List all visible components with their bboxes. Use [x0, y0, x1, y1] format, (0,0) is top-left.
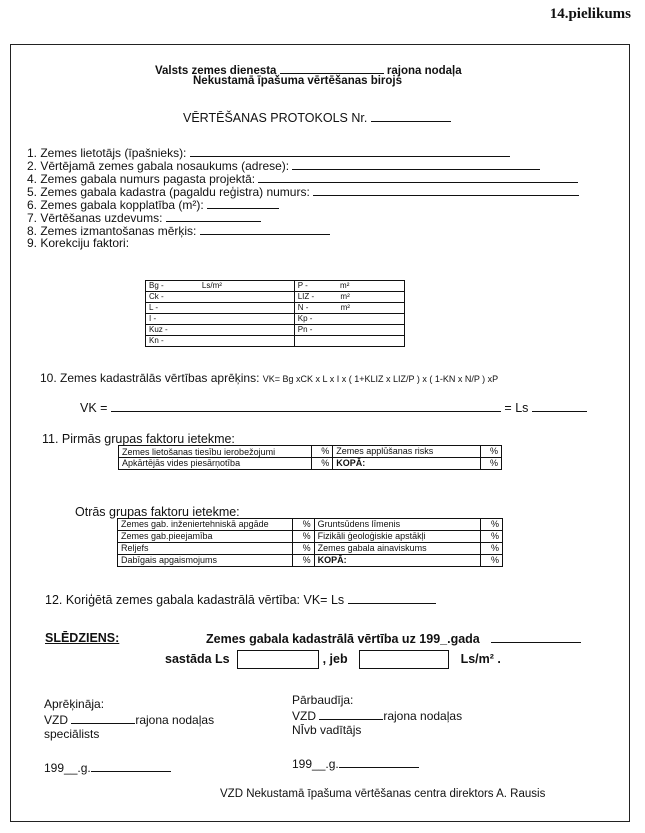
group1-title: 11. Pirmās grupas faktoru ietekme:: [42, 432, 235, 446]
group2-row: [118, 543, 503, 555]
group1-left-percent[interactable]: %: [312, 446, 333, 458]
group1-right-percent[interactable]: %: [480, 446, 501, 458]
factor-cell[interactable]: Kp -: [294, 314, 404, 325]
factor-cell[interactable]: N - m²: [294, 303, 404, 314]
conclusion-jeb: , jeb: [322, 651, 348, 666]
conclusion-text: Zemes gabala kadastrālā vērtība uz 199_.gada: [206, 632, 480, 646]
signature-right-district-blank[interactable]: [319, 708, 383, 720]
factor-cell[interactable]: Kn -: [146, 336, 295, 347]
item-9-label: 9. Korekciju faktori:: [27, 236, 130, 250]
group2-left-label: Zemes gab. inženiertehniskā apgāde: [118, 519, 293, 531]
vk-ls-label: = Ls: [504, 401, 529, 415]
item-5-blank[interactable]: [313, 184, 579, 196]
protocol-number-blank[interactable]: [371, 110, 451, 122]
factor-cell[interactable]: LIZ - m²: [294, 292, 404, 303]
signature-right-date-label: 199__.g.: [292, 757, 339, 771]
vk-value-blank[interactable]: [532, 400, 587, 412]
group2-row: [118, 531, 503, 543]
conclusion-title: SLĒDZIENS:: [45, 631, 120, 645]
formula-line: [40, 371, 498, 385]
corrected-value-line: [45, 592, 436, 607]
signature-left-dept: [44, 712, 214, 727]
item-8-label: 8. Zemes izmantošanas mērķis:: [27, 224, 197, 238]
item-6-label: 6. Zemes gabala kopplatība (m²):: [27, 198, 204, 212]
signature-left-date: [44, 760, 171, 775]
group1-row: [119, 458, 502, 470]
factor-cell[interactable]: P - m²: [294, 281, 404, 292]
protocol-title: [183, 110, 451, 125]
item-7-blank[interactable]: [166, 210, 261, 222]
group2-right-percent[interactable]: %: [481, 519, 503, 531]
group2-left-label: Reljefs: [118, 543, 293, 555]
header-department: rajona nodaļa: [386, 65, 462, 77]
group1-right-label: Zemes applūšanas risks: [333, 446, 480, 458]
factor-cell[interactable]: [294, 336, 404, 347]
group2-row: [118, 519, 503, 531]
formula-label: 10. Zemes kadastrālās vērtības aprēķins:: [40, 371, 260, 385]
group1-total-label: KOPĀ:: [333, 458, 480, 470]
signature-left-date-blank[interactable]: [91, 760, 171, 772]
total-value-box[interactable]: [237, 650, 319, 669]
group1-table: [118, 445, 502, 470]
signature-right-date: [292, 756, 419, 771]
group2-right-label: Gruntsūdens līmenis: [314, 519, 481, 531]
signature-right-role: NĪvb vadītājs: [292, 723, 362, 737]
protocol-label: VĒRTĒŠANAS PROTOKOLS Nr.: [183, 111, 368, 125]
factor-cell[interactable]: Pn -: [294, 325, 404, 336]
group2-left-label: Dabīgais apgaismojums: [118, 555, 293, 567]
signature-left-role: speciālists: [44, 727, 100, 741]
group2-right-label: Fizikāli ģeoloģiskie apstākļi: [314, 531, 481, 543]
corrected-label: 12. Koriģētā zemes gabala kadastrālā vērtība:: [45, 593, 301, 607]
item-4-blank[interactable]: [258, 171, 578, 183]
conclusion-sum-label: sastāda Ls: [165, 651, 230, 666]
vk-label: VK =: [80, 401, 108, 415]
factor-cell[interactable]: Bg - Ls/m²: [146, 281, 295, 292]
item-2-label: 2. Vērtējamā zemes gabala nosaukums (adrese):: [27, 159, 290, 173]
factor-cell[interactable]: Ck -: [146, 292, 295, 303]
corrected-vk: VK= Ls: [303, 593, 345, 607]
factor-row: [146, 314, 405, 325]
group2-row: [118, 555, 503, 567]
conclusion-unit: Ls/m² .: [460, 651, 501, 666]
signature-right-dept: [292, 708, 462, 723]
group2-right-percent[interactable]: %: [481, 531, 503, 543]
header-line2: Nekustamā īpašuma vērtēšanas birojs: [193, 75, 403, 87]
group1-total-percent[interactable]: %: [480, 458, 501, 470]
item-5-label: 5. Zemes gabala kadastra (pagaldu reģistra) numurs:: [27, 185, 310, 199]
factor-row: [146, 325, 405, 336]
signature-right-title: Pārbaudīja:: [292, 693, 354, 707]
item-2-blank[interactable]: [292, 158, 540, 170]
vk-line: [80, 400, 587, 415]
factor-cell[interactable]: Kuz -: [146, 325, 295, 336]
group1-left-label: Apkārtējās vides piesārņotība: [119, 458, 312, 470]
group2-total-percent[interactable]: %: [481, 555, 503, 567]
signature-left-title: Aprēķināja:: [44, 697, 105, 711]
group2-left-percent[interactable]: %: [293, 519, 315, 531]
factor-row: [146, 303, 405, 314]
group1-left-percent[interactable]: %: [312, 458, 333, 470]
conclusion-date-blank[interactable]: [491, 631, 581, 643]
district-blank[interactable]: [280, 62, 384, 74]
correction-factors-table: [145, 280, 405, 347]
group1-left-label: Zemes lietošanas tiesību ierobežojumi: [119, 446, 312, 458]
conclusion-line1: [206, 631, 581, 646]
director-footer: VZD Nekustamā īpašuma vērtēšanas centra direktors A. Rausis: [220, 788, 546, 800]
signature-left-date-label: 199__.g.: [44, 761, 91, 775]
item-9: [27, 236, 129, 250]
factor-row: [146, 292, 405, 303]
appendix-label: 14.pielikums: [549, 6, 631, 22]
group2-total-label: KOPĀ:: [314, 555, 481, 567]
item-4-label: 4. Zemes gabala numurs pagasta projektā:: [27, 172, 256, 186]
item-6-blank[interactable]: [207, 197, 279, 209]
per-m2-value-box[interactable]: [359, 650, 449, 669]
group2-left-label: Zemes gab.pieejamība: [118, 531, 293, 543]
factor-row: [146, 281, 405, 292]
factor-cell[interactable]: I -: [146, 314, 295, 325]
item-1-blank[interactable]: [190, 145, 510, 157]
signature-left-district-blank[interactable]: [71, 712, 135, 724]
group2-left-percent[interactable]: %: [293, 555, 315, 567]
group2-right-percent[interactable]: %: [481, 543, 503, 555]
item-8-blank[interactable]: [200, 223, 330, 235]
signature-right-date-blank[interactable]: [339, 756, 419, 768]
header-service: Valsts zemes dienesta: [155, 65, 277, 77]
group1-row: [119, 446, 502, 458]
vk-expression-blank[interactable]: [111, 400, 501, 412]
group2-title: Otrās grupas faktoru ietekme:: [75, 505, 240, 519]
conclusion-line2: [165, 650, 501, 669]
signature-left-vzd: VZD: [44, 713, 68, 727]
group2-left-percent[interactable]: %: [293, 543, 315, 555]
group2-table: [117, 518, 503, 567]
factor-cell[interactable]: L -: [146, 303, 295, 314]
item-7-label: 7. Vērtēšanas uzdevums:: [27, 211, 163, 225]
signature-right-dept-label: rajona nodaļas: [383, 709, 463, 723]
group2-right-label: Zemes gabala ainaviskums: [314, 543, 481, 555]
corrected-value-blank[interactable]: [348, 592, 436, 604]
signature-left-dept-label: rajona nodaļas: [135, 713, 215, 727]
signature-right-vzd: VZD: [292, 709, 316, 723]
item-1-label: 1. Zemes lietotājs (īpašnieks):: [27, 146, 187, 160]
group2-left-percent[interactable]: %: [293, 531, 315, 543]
formula-expression: VK= Bg xCK x L x I x ( 1+KLIZ x LIZ/P ) x ( 1-KN x N/P ) xP: [262, 374, 499, 384]
factor-row: [146, 336, 405, 347]
